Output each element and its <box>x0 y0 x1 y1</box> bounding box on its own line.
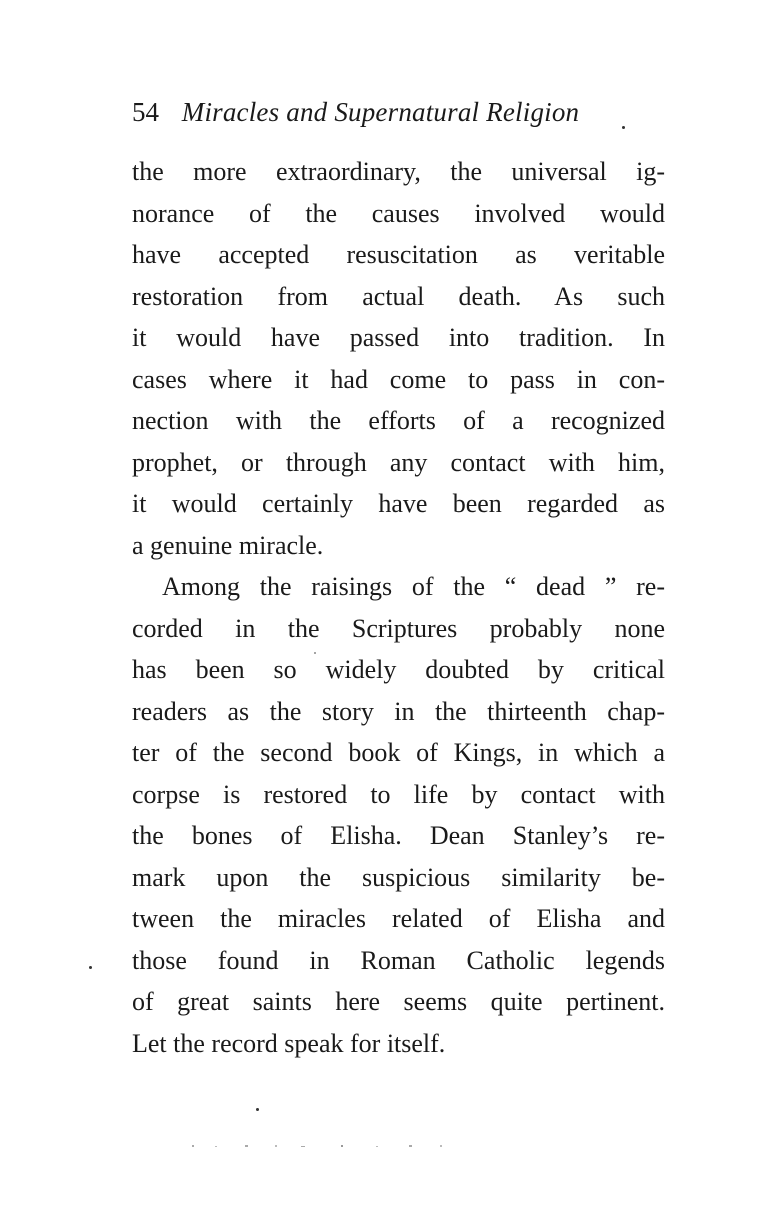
text-line: has been so widely doubted by critical <box>132 655 665 684</box>
text-line: a genuine miracle. <box>132 530 324 560</box>
text-line: have accepted resuscitation as veritable <box>132 240 665 269</box>
scan-noise <box>186 1138 556 1152</box>
scan-speck <box>622 126 625 129</box>
text-line: those found in Roman Catholic legends <box>132 945 665 975</box>
body-text <box>132 151 665 1064</box>
text-line: Let the record speak for itself. <box>132 1028 446 1058</box>
text-line: nection with the efforts of a recognized <box>132 406 665 435</box>
text-line: tween the miracles related of Elisha and <box>132 904 665 933</box>
scan-speck <box>256 1108 259 1111</box>
running-title: Miracles and Supernatural Religion <box>181 97 580 127</box>
text-line: it would certainly have been regarded as <box>132 489 665 518</box>
text-line: prophet, or through any contact with him, <box>132 447 665 477</box>
text-line: the more extraordinary, the universal ig- <box>132 157 665 186</box>
text-line: corpse is restored to life by contact with <box>132 779 665 809</box>
text-line: ter of the second book of Kings, in which a <box>132 738 665 767</box>
text-line: corded in the Scriptures probably none <box>132 613 665 643</box>
text-line: of great saints here seems quite pertinent. <box>132 987 665 1016</box>
scan-speck <box>314 652 316 654</box>
text-line: readers as the story in the thirteenth chap- <box>132 696 665 726</box>
running-header <box>132 92 672 132</box>
text-line: Among the raisings of the “ dead ” re- <box>162 572 665 601</box>
text-line: cases where it had come to pass in con- <box>132 364 665 394</box>
text-line: the bones of Elisha. Dean Stanley’s re- <box>132 821 665 850</box>
text-line: restoration from actual death. As such <box>132 281 665 311</box>
page-number: 54 <box>132 97 159 127</box>
scan-speck <box>89 966 92 969</box>
paragraph <box>132 566 665 1064</box>
text-line: norance of the causes involved would <box>132 198 665 228</box>
paragraph <box>132 151 665 566</box>
text-line: mark upon the suspicious similarity be- <box>132 862 665 892</box>
text-line: it would have passed into tradition. In <box>132 323 665 352</box>
